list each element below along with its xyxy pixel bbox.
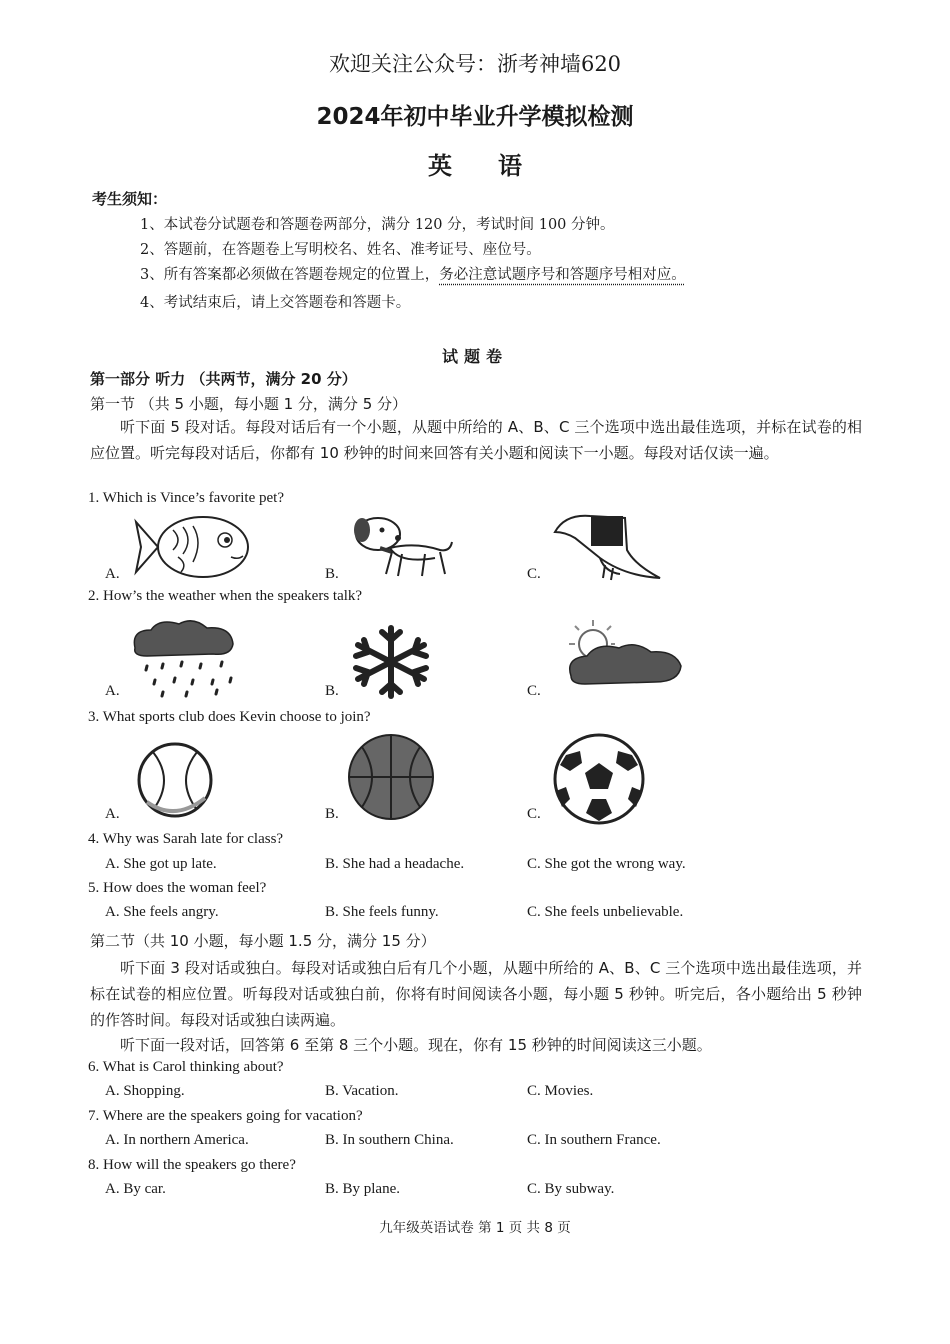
option-6a: A. Shopping. [105,1083,185,1099]
option-1c: C. [527,566,541,582]
notice-title: 考生须知： [92,190,168,208]
option-3c: C. [527,806,541,822]
page-footer: 九年级英语试卷 第 1 页 共 8 页 [379,1220,571,1236]
option-4a: A. She got up late. [105,856,217,872]
notice-item: 4、考试结束后，请上交答题卷和答题卡。 [140,295,411,311]
soccer-ball-icon [546,733,652,825]
option-4b: B. She had a headache. [325,856,465,872]
notice-emphasis: 务必注意试题序号和答题序号相对应。 [439,267,686,283]
section2-title: 第二节（共 10 小题，每小题 1.5 分，满分 15 分） [90,932,436,950]
snowflake-icon [348,624,434,700]
option-2c: C. [527,683,541,699]
paper-title: 试题卷 [441,347,508,366]
option-7a: A. In northern America. [105,1132,249,1148]
bird-icon [545,510,665,582]
option-8a: A. By car. [105,1181,166,1197]
section1-title: 第一节 （共 5 小题，每小题 1 分，满分 5 分） [90,395,408,413]
option-6c: C. Movies. [527,1083,594,1099]
notice-item: 2、答题前，在答题卷上写明校名、姓名、准考证号、座位号。 [140,242,541,258]
option-4c: C. She got the wrong way. [527,856,686,872]
question-3: 3. What sports club does Kevin choose to join? [88,709,371,725]
option-5c: C. She feels unbelievable. [527,904,684,920]
baseball-icon [133,742,217,820]
question-4: 4. Why was Sarah late for class? [88,831,284,847]
fish-icon [133,512,253,582]
header-note: 欢迎关注公众号：浙考神墙620 [328,52,622,76]
part1-title: 第一部分 听力 （共两节，满分 20 分） [90,370,357,388]
question-7: 7. Where are the speakers going for vacation? [88,1108,363,1124]
subject-title: 英语 [428,152,568,180]
option-1b: B. [325,566,339,582]
option-5a: A. She feels angry. [105,904,219,920]
dog-icon [340,512,460,580]
option-5b: B. She feels funny. [325,904,439,920]
notice-item [140,263,686,284]
section2-instruction: 听下面 3 段对话或独白。每段对话或独白后有几个小题，从题中所给的 A、B、C 三个选项中选出最佳选项，并标在试卷的相应位置。听每段对话或独白前，你将有时间阅读各小题，每小题 5 秒钟。听完后，各小题给出 5 秒钟的作答时间。每段对话或独白读两遍。 [90,959,862,1029]
notice-item-part: 3、所有答案都必须做在答题卷规定的位置上， [140,267,440,283]
option-3b: B. [325,806,339,822]
rain-cloud-icon [127,618,239,700]
exam-title: 2024年初中毕业升学模拟检测 [316,104,634,130]
question-6: 6. What is Carol thinking about? [88,1059,284,1075]
option-8b: B. By plane. [325,1181,400,1197]
notice-item: 1、本试卷分试题卷和答题卷两部分，满分 120 分，考试时间 100 分钟。 [140,217,615,233]
sun-cloud-icon [555,618,687,690]
option-8c: C. By subway. [527,1181,615,1197]
section2-sub-instruction: 听下面一段对话，回答第 6 至第 8 三个小题。现在，你有 15 秒钟的时间阅读这三小题。 [120,1036,712,1054]
section1-instruction: 听下面 5 段对话。每段对话后有一个小题，从题中所给的 A、B、C 三个选项中选出最佳选项，并标在试卷的相应位置。听完每段对话后，你都有 10 秒钟的时间来回答有关小题和阅读下一小题。每段对话仅读一遍。 [90,418,862,462]
basketball-icon [346,733,436,821]
question-1: 1. Which is Vince’s favorite pet? [88,490,284,506]
option-2a: A. [105,683,120,699]
question-5: 5. How does the woman feel? [88,880,267,896]
question-2: 2. How’s the weather when the speakers talk? [88,588,363,604]
option-1a: A. [105,566,120,582]
question-8: 8. How will the speakers go there? [88,1157,296,1173]
option-3a: A. [105,806,120,822]
option-6b: B. Vacation. [325,1083,399,1099]
option-7c: C. In southern France. [527,1132,661,1148]
option-7b: B. In southern China. [325,1132,454,1148]
option-2b: B. [325,683,339,699]
